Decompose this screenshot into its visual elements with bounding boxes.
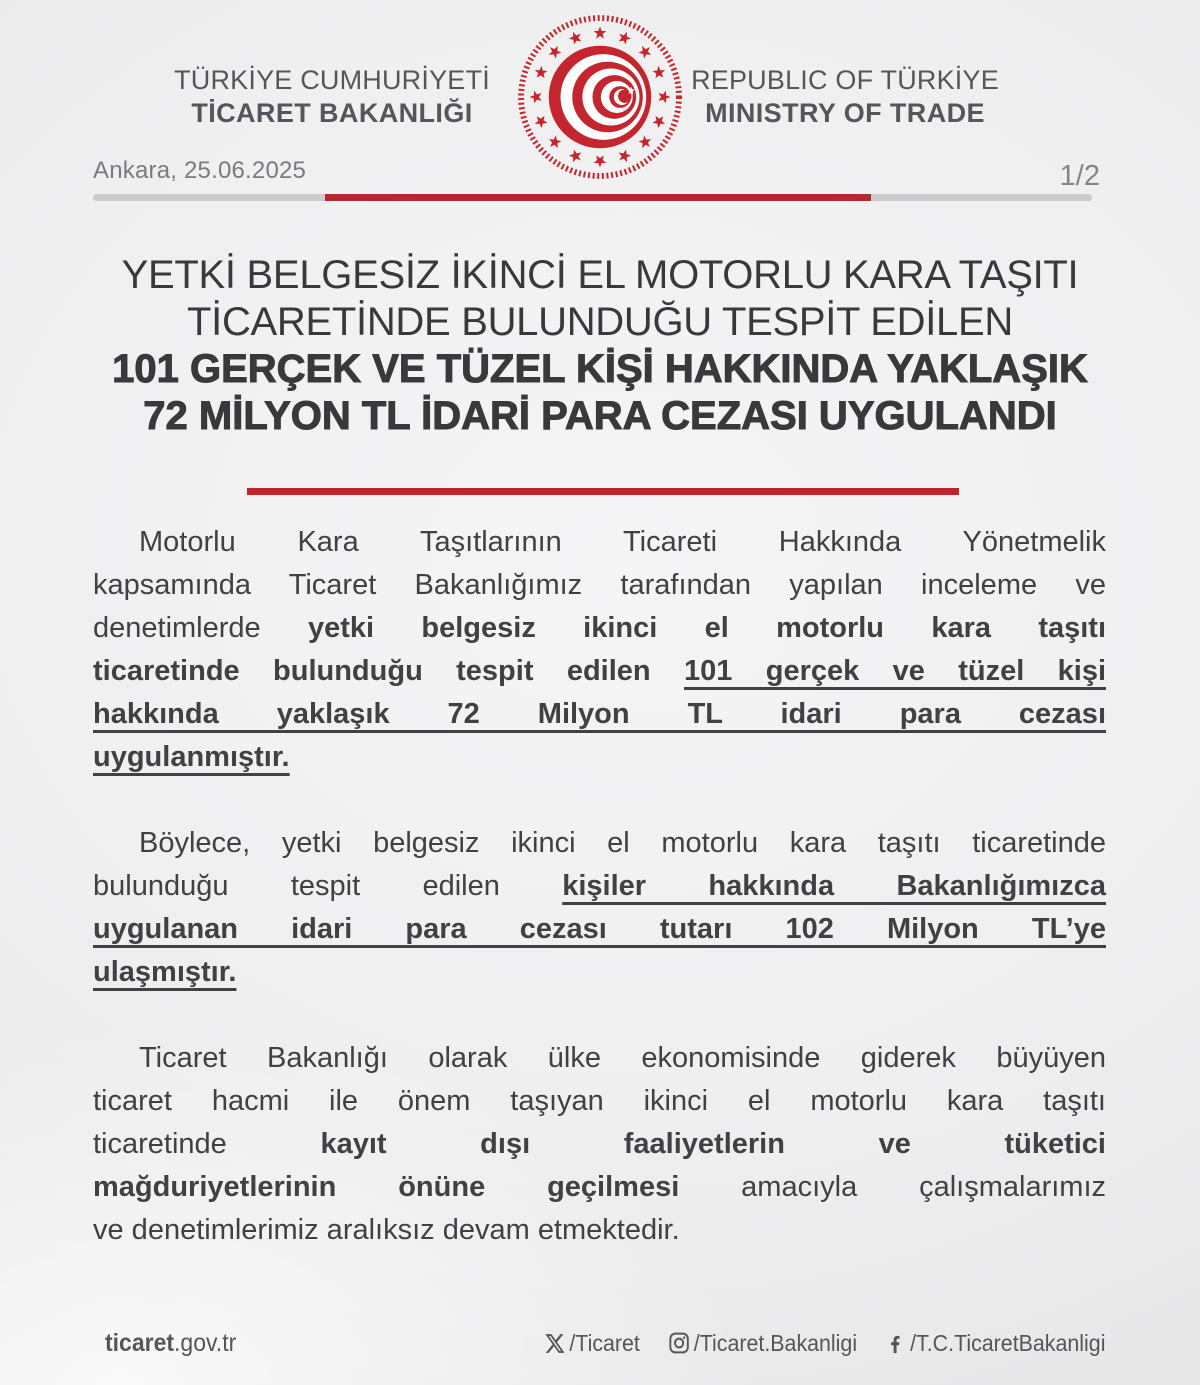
text-line: [93, 1209, 1106, 1252]
ministry-name-english: [600, 64, 1090, 130]
text-line: [93, 1123, 1106, 1166]
text-line: [93, 693, 1106, 736]
title-line: 101 GERÇEK VE TÜZEL KİŞİ HAKKINDA YAKLAŞIK: [112, 347, 1088, 391]
title-divider: [247, 488, 959, 495]
text-segment: kapsamında Ticaret Bakanlığımız tarafından yapılan inceleme ve: [93, 569, 1106, 601]
text-segment: yetki belgesiz ikinci el motorlu kara taşıtı: [307, 612, 1107, 644]
press-title: [0, 252, 1200, 440]
website-link[interactable]: [105, 1329, 236, 1358]
paragraph: [93, 521, 1106, 779]
text-segment: mağduriyetlerinin önüne geçilmesi: [93, 1171, 742, 1203]
footer: [105, 1318, 1105, 1368]
text-line: [93, 650, 1106, 693]
header-rule-red-segment: [325, 194, 871, 201]
text-line: [93, 564, 1106, 607]
header-rule: [93, 194, 1092, 201]
page-indicator: 1/2: [1059, 160, 1100, 192]
text-line: [93, 521, 1106, 564]
social-x[interactable]: [544, 1330, 640, 1357]
org-tr-line1: TÜRKİYE CUMHURİYETİ: [174, 65, 490, 95]
press-body: [93, 521, 1106, 1295]
text-segment: uygulanan idari para cezası tutarı 102 Milyon TL’ye: [93, 913, 1106, 945]
text-segment: ticaretinde: [93, 1128, 321, 1160]
social-facebook[interactable]: [885, 1330, 1105, 1357]
text-line: [93, 822, 1106, 865]
text-line: [93, 865, 1106, 908]
text-segment: ticaretinde bulunduğu tespit edilen: [93, 655, 684, 687]
title-line: 72 MİLYON TL İDARİ PARA CEZASI UYGULANDI: [143, 394, 1057, 438]
text-segment: bulunduğu tespit edilen: [93, 870, 563, 902]
text-segment: Ticaret Bakanlığı olarak ülke ekonomisinde giderek büyüyen: [139, 1042, 1106, 1074]
text-segment: amacıyla çalışmalarımız: [741, 1171, 1106, 1203]
x-icon: [544, 1332, 565, 1355]
social-instagram[interactable]: [667, 1330, 856, 1357]
text-line: [93, 607, 1106, 650]
ministry-name-turkish: [92, 64, 572, 130]
facebook-icon: [885, 1332, 906, 1355]
text-segment: hakkında yaklaşık 72 Milyon TL idari para cezası: [93, 698, 1106, 730]
title-line: TİCARETİNDE BULUNDUĞU TESPİT EDİLEN: [187, 300, 1013, 344]
social-instagram-handle: /Ticaret.Bakanligi: [693, 1329, 857, 1356]
dateline: Ankara, 25.06.2025: [93, 157, 307, 184]
text-segment: 101 gerçek ve tüzel kişi: [684, 655, 1106, 687]
website-bold: ticaret: [105, 1328, 175, 1357]
org-en-line1: REPUBLIC OF TÜRKİYE: [691, 65, 999, 95]
text-line: [93, 1166, 1106, 1209]
text-segment: ticaret hacmi ile önem taşıyan ikinci el motorlu kara taşıtı: [93, 1085, 1106, 1117]
text-segment: denetimlerde: [93, 612, 308, 644]
text-segment: Böylece, yetki belgesiz ikinci el motorlu kara taşıtı ticaretinde: [139, 827, 1106, 859]
text-segment: kişiler hakkında Bakanlığımızca: [562, 870, 1106, 902]
paragraph: [93, 822, 1106, 994]
text-line: [93, 1080, 1106, 1123]
social-x-handle: /Ticaret: [568, 1329, 640, 1356]
text-line: [93, 1037, 1106, 1080]
text-segment: ulaşmıştır.: [93, 956, 237, 988]
text-line: [93, 908, 1106, 951]
text-segment: Motorlu Kara Taşıtlarının Ticareti Hakkında Yönetmelik: [139, 526, 1106, 558]
website-rest: .gov.tr: [174, 1328, 237, 1357]
text-line: [93, 951, 1106, 994]
title-line: YETKİ BELGESİZ İKİNCİ EL MOTORLU KARA TAŞITI: [121, 253, 1079, 297]
text-segment: uygulanmıştır.: [93, 741, 290, 773]
social-facebook-handle: /T.C.TicaretBakanligi: [909, 1329, 1105, 1356]
text-segment: kayıt dışı faaliyetlerin ve tüketici: [320, 1128, 1106, 1160]
instagram-icon: [667, 1331, 689, 1355]
text-line: [93, 736, 1106, 779]
org-tr-line2: TİCARET BAKANLIĞI: [191, 98, 473, 128]
text-segment: ve denetimlerimiz aralıksız devam etmektedir.: [93, 1214, 680, 1246]
social-links: [544, 1330, 1105, 1357]
paragraph: [93, 1037, 1106, 1252]
org-en-line2: MINISTRY OF TRADE: [705, 98, 985, 128]
